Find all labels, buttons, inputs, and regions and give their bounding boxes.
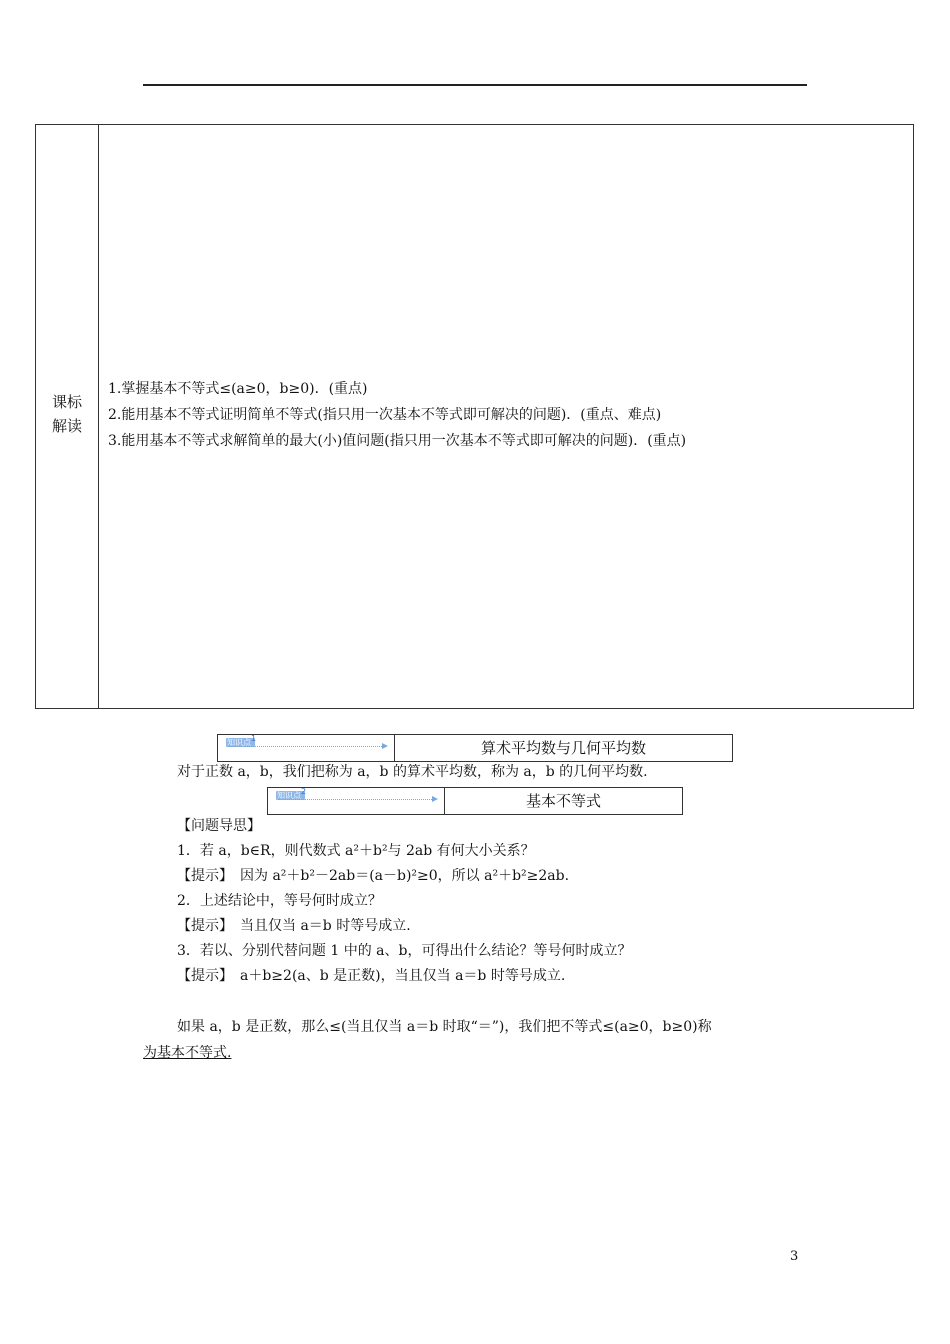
knowledge-point-number: 1 (251, 734, 257, 743)
goal-item: 3.能用基本不等式求解简单的最大(小)值问题(指只用一次基本不等式即可解决的问题)．(重点) (108, 433, 687, 449)
conclusion-line-2: 为基本不等式. (143, 1045, 232, 1061)
knowledge-point-tag: 知识点 (226, 738, 255, 747)
knowledge-point-tag: 知识点 (276, 791, 305, 800)
curriculum-label-line2: 解读 (51, 417, 82, 435)
goal-item: 1.掌握基本不等式≤(a≥0，b≥0)．(重点) (108, 381, 368, 397)
arrow-line (228, 746, 384, 747)
hint-1: 【提示】 因为 a²＋b²－2ab＝(a－b)²≥0，所以 a²＋b²≥2ab. (177, 868, 570, 884)
arrow-head-icon (382, 743, 388, 749)
section-title: 算术平均数与几何平均数 (480, 739, 646, 757)
question-2: 2．上述结论中，等号何时成立？ (177, 893, 382, 909)
curriculum-label (36, 390, 98, 438)
hint-3: 【提示】 a＋b≥2(a、b 是正数)，当且仅当 a＝b 时等号成立. (177, 968, 566, 984)
guide-heading: 【问题导思】 (177, 818, 261, 834)
header-rule (143, 84, 807, 86)
goal-item: 2.能用基本不等式证明简单不等式(指只用一次基本不等式即可解决的问题)．(重点、难点) (108, 407, 662, 423)
knowledge-point-number: 2 (301, 787, 307, 796)
question-1: 1．若 a，b∈R，则代数式 a²＋b²与 2ab 有何大小关系？ (177, 843, 535, 859)
section-tag-cell (218, 735, 395, 761)
hint-2: 【提示】 当且仅当 a＝b 时等号成立. (177, 918, 411, 934)
curriculum-label-line1: 课标 (51, 393, 82, 411)
question-3: 3．若以、分别代替问题 1 中的 a、b，可得出什么结论？等号何时成立？ (177, 943, 632, 959)
box-divider (98, 124, 99, 709)
conclusion-line-1: 如果 a，b 是正数，那么≤(当且仅当 a＝b 时取“＝”)，我们把不等式≤(a≥0，b≥0)称 (177, 1019, 712, 1035)
arrow-head-icon (432, 796, 438, 802)
section-heading-1 (217, 734, 733, 762)
section-title: 基本不等式 (525, 792, 601, 810)
learning-goals (108, 376, 908, 454)
page-number: 3 (790, 1249, 799, 1264)
section-heading-2 (267, 787, 683, 815)
section-tag-cell (268, 788, 445, 814)
arrow-line (278, 799, 434, 800)
definition-line: 对于正数 a，b，我们把称为 a，b 的算术平均数，称为 a，b 的几何平均数. (177, 764, 648, 780)
